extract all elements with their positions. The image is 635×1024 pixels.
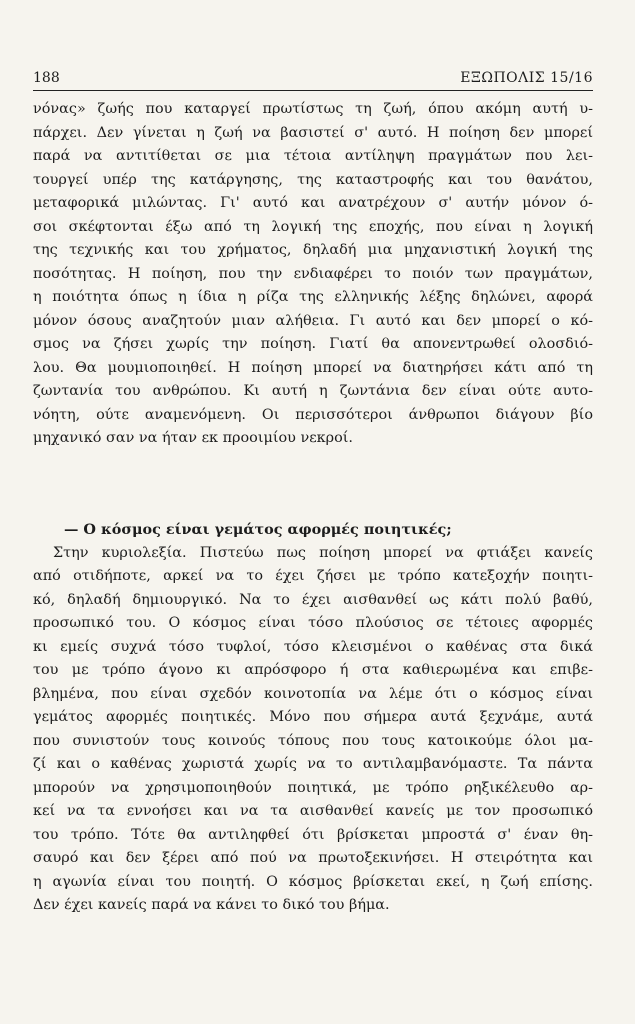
text-line: μόνον όσους αναζητούν μιαν αλήθεια. Γι αυτό και δεν μπορεί ο κό- xyxy=(33,312,593,329)
text-line: του με τρόπο άγονο κι απρόσφορο ή στα καθιερωμένα και επιβε- xyxy=(33,662,593,678)
text-line: λου. Θα μουμιοποιηθεί. Η ποίηση μπορεί να διατηρήσει κάτι από τη xyxy=(33,359,593,376)
text-line: νόητη, ούτε αναμενόμενη. Οι περισσότεροι άνθρωποι διάγουν βίο xyxy=(33,406,593,423)
page-number: 188 xyxy=(33,70,60,86)
text-line: παρά να αντιτίθεται σε μια τέτοια αντίληψη πραγμάτων που λει- xyxy=(33,148,593,164)
paragraph-1 xyxy=(33,98,593,451)
text-line: τουργεί υπέρ της κατάργησης, της καταστροφής και του θανάτου, xyxy=(33,171,593,188)
interview-question: — Ο κόσμος είναι γεμάτος αφορμές ποιητικές; xyxy=(64,521,452,538)
text-line: από οτιδήποτε, αρκεί να το έχει ζήσει με τρόπο κατεξοχήν ποιητι- xyxy=(33,568,593,584)
text-line: Δεν έχει κανείς παρά να κάνει το δικό του βήμα. xyxy=(33,897,390,913)
running-title: ΕΞΩΠΟΛΙΣ 15/16 xyxy=(460,70,593,86)
text-line: νόνας» ζωής που καταργεί πρωτίστως τη ζωή, όπου ακόμη αυτή υ- xyxy=(33,101,593,117)
text-line: βλημένα, που είναι σχεδόν κοινοτοπία να λέμε ότι ο κόσμος είναι xyxy=(33,685,593,702)
text-line: μηχανικό σαν να ήταν εκ προοιμίου νεκροί. xyxy=(33,430,353,446)
text-line: γεμάτος αφορμές ποιητικές. Μόνο που σήμερα αυτά ξεχνάμε, αυτά xyxy=(33,709,593,725)
text-line: που συνιστούν τους κοινούς τόπους που τους κατοικούμε όλοι μα- xyxy=(33,732,593,749)
text-line: κό, δηλαδή δημιουργικό. Να το έχει αισθανθεί ως κάτι πολύ βαθύ, xyxy=(33,591,593,608)
text-line: κεί να τα εννοήσει και να τα αισθανθεί κανείς με τον προσωπικό xyxy=(33,803,593,819)
text-line: του τρόπο. Τότε θα αντιληφθεί ότι βρίσκεται μπροστά σ' έναν θη- xyxy=(33,826,593,843)
text-line: σοι σκέφτονται έξω από τη λογική της εποχής, που είναι η λογική xyxy=(33,218,593,235)
text-line: η αγωνία είναι του ποιητή. Ο κόσμος βρίσκεται εκεί, η ζωή επίσης. xyxy=(33,873,593,890)
text-line: κι εμείς συχνά τόσο τυφλοί, τόσο κλεισμένοι ο καθένας στα δικά xyxy=(33,638,593,655)
text-line: σμος να ζήσει χωρίς την ποίηση. Γιατί θα απονεντρωθεί ολοσδιό- xyxy=(33,336,593,352)
text-line: ποσότητας. Η ποίηση, που την ενδιαφέρει το ποιόν των πραγμάτων, xyxy=(33,265,593,282)
header-rule xyxy=(33,90,593,91)
text-line: ζί και ο καθένας χωριστά χωρίς να το αντιλαμβανόμαστε. Τα πάντα xyxy=(33,756,593,772)
text-line: μπορούν να χρησιμοποιηθούν ποιητικά, με τρόπο ρηξικέλευθο αρ- xyxy=(33,779,593,796)
text-line: η ποιότητα όπως η ίδια η ρίζα της ελληνικής λέξης δηλώνει, αφορά xyxy=(33,289,593,305)
text-line: μεταφορικά μιλώντας. Γι' αυτό και ανατρέχουν σ' αυτήν μόνον ό- xyxy=(33,195,593,211)
text-line: σαυρό και δεν ξέρει από πού να πρωτοξεκινήσει. Η στειρότητα και xyxy=(33,850,593,866)
text-line: προσωπικό του. Ο κόσμος είναι τόσο πλούσιος σε τέτοιες αφορμές xyxy=(33,615,593,631)
text-line: ζωντανία του ανθρώπου. Κι αυτή η ζωντάνια δεν είναι ούτε αυτο- xyxy=(33,383,593,399)
page-header xyxy=(33,70,593,92)
text-line: της τεχνικής και του χρήματος, δηλαδή μια μηχανιστική λογική της xyxy=(33,242,593,258)
text-line: Στην κυριολεξία. Πιστεύω πως ποίηση μπορεί να φτιάξει κανείς xyxy=(53,544,593,561)
text-line: πάρχει. Δεν γίνεται η ζωή να βασιστεί σ' αυτό. Η ποίηση δεν μπορεί xyxy=(33,124,593,141)
interview-section xyxy=(33,518,593,918)
